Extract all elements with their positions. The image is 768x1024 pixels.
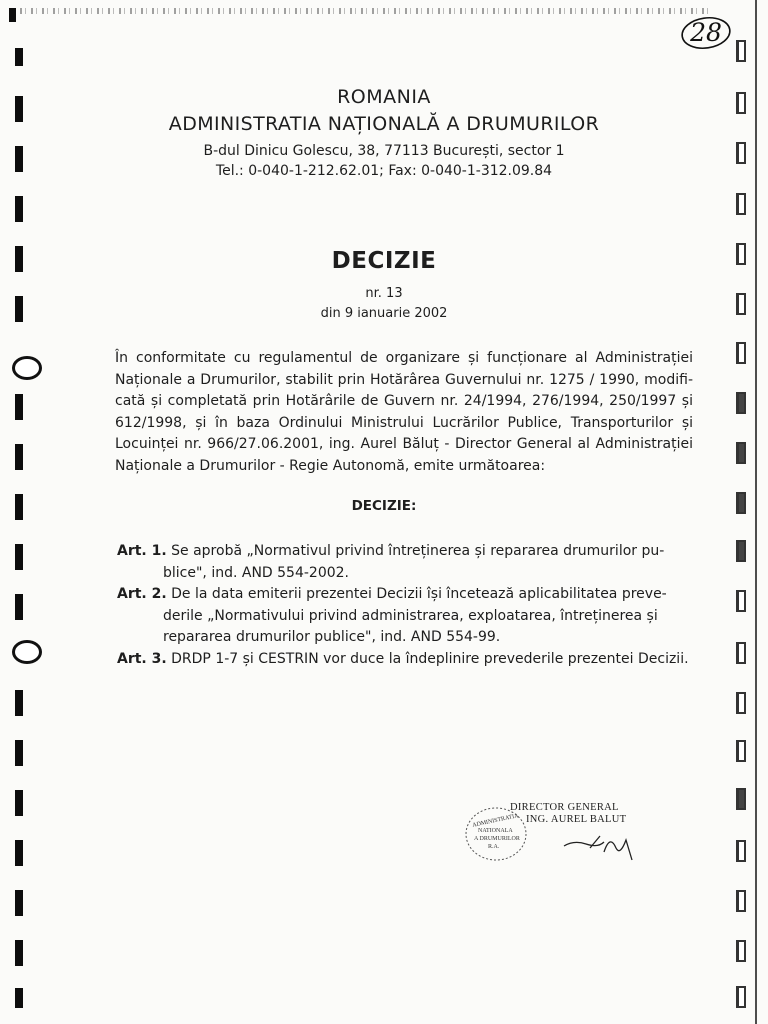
- punch-hole: [12, 356, 42, 380]
- decision-title: DECIZIE: [331, 248, 437, 274]
- preamble-line: În conformitate cu regulamentul de organizare și funcționare al Administrației: [115, 350, 693, 366]
- page-number: 28: [690, 18, 722, 47]
- page-number-circle: [680, 14, 732, 52]
- binder-mark: [15, 790, 23, 816]
- right-margin-mark: [736, 193, 746, 215]
- right-margin-mark: [736, 590, 746, 612]
- article-text: repararea drumurilor publice", ind. AND 554-99.: [163, 629, 501, 645]
- binder-mark: [15, 48, 23, 66]
- header-country: ROMANIA: [337, 86, 431, 108]
- decision-subtitle: DECIZIE:: [351, 498, 417, 514]
- articles-list: [117, 541, 693, 670]
- binder-mark: [15, 940, 23, 966]
- signatory-name: ING. AUREL BALUT: [526, 814, 627, 825]
- right-margin-mark: [736, 890, 746, 912]
- header-contact: Tel.: 0-040-1-212.62.01; Fax: 0-040-1-312.09.84: [215, 163, 553, 179]
- header-address: B-dul Dinicu Golescu, 38, 77113 București, sector 1: [203, 143, 565, 159]
- binder-mark: [15, 740, 23, 766]
- binder-mark: [15, 444, 23, 470]
- binder-mark: [15, 690, 23, 716]
- preamble-line: cată și completată prin Hotărârile de Guvern nr. 24/1994, 276/1994, 250/1997 și: [115, 393, 693, 409]
- right-margin-mark: [736, 788, 746, 810]
- article-text: derile „Normativului privind administrarea, exploatarea, întreținerea și: [163, 607, 658, 624]
- right-margin-mark: [736, 986, 746, 1008]
- article-text: DRDP 1-7 și CESTRIN vor duce la îndeplinire prevederile prezentei Decizii.: [171, 650, 689, 667]
- right-margin-mark: [736, 840, 746, 862]
- right-margin-mark: [736, 940, 746, 962]
- punch-hole: [12, 640, 42, 664]
- article-text: De la data emiterii prezentei Decizii își încetează aplicabilitatea preve-: [171, 586, 667, 602]
- article-text: blice", ind. AND 554-2002.: [163, 564, 349, 581]
- binder-mark: [15, 840, 23, 866]
- right-margin-mark: [736, 392, 746, 414]
- signatory-role: DIRECTOR GENERAL: [510, 802, 619, 813]
- preamble: [115, 348, 693, 477]
- right-margin-mark: [736, 740, 746, 762]
- right-margin-mark: [736, 642, 746, 664]
- preamble-line: Naționale a Drumurilor - Regie Autonomă, emite următoarea:: [115, 457, 546, 474]
- decision-date: din 9 ianuarie 2002: [320, 306, 448, 321]
- handwritten-signature: [560, 826, 640, 866]
- header-institution: ADMINISTRATIA NAȚIONALĂ A DRUMURILOR: [168, 113, 600, 135]
- article-text: Se aprobă „Normativul privind întreținerea și repararea drumurilor pu-: [171, 543, 665, 559]
- right-margin-mark: [736, 40, 746, 62]
- article-label: Art. 2.: [117, 586, 167, 602]
- binder-mark: [15, 544, 23, 570]
- right-margin-mark: [736, 442, 746, 464]
- right-margin-mark: [736, 692, 746, 714]
- binder-mark: [15, 196, 23, 222]
- binder-mark: [9, 8, 16, 22]
- binder-mark: [15, 890, 23, 916]
- signature-block: [480, 798, 650, 878]
- binder-mark: [15, 988, 23, 1008]
- article-2: [117, 584, 693, 649]
- right-margin-mark: [736, 342, 746, 364]
- binder-mark: [15, 394, 23, 420]
- official-stamp: ADMINISTRATIA NATIONALA A DRUMURILOR R.A.: [462, 804, 532, 864]
- preamble-line: Naționale a Drumurilor, stabilit prin Hotărârea Guvernului nr. 1275 / 1990, modifi-: [115, 371, 693, 388]
- article-label: Art. 3.: [117, 650, 167, 667]
- binder-mark: [15, 594, 23, 620]
- article-label: Art. 1.: [117, 543, 167, 559]
- decision-number: nr. 13: [365, 286, 403, 301]
- article-3: [117, 649, 693, 671]
- preamble-line: 612/1998, și în baza Ordinului Ministrului Lucrărilor Publice, Transporturilor și: [115, 414, 693, 431]
- article-1: [117, 541, 693, 584]
- right-margin-mark: [736, 540, 746, 562]
- preamble-line: Locuinței nr. 966/27.06.2001, ing. Aurel Băluț - Director General al Administrației: [115, 436, 693, 452]
- scan-noise-strip: [20, 8, 710, 14]
